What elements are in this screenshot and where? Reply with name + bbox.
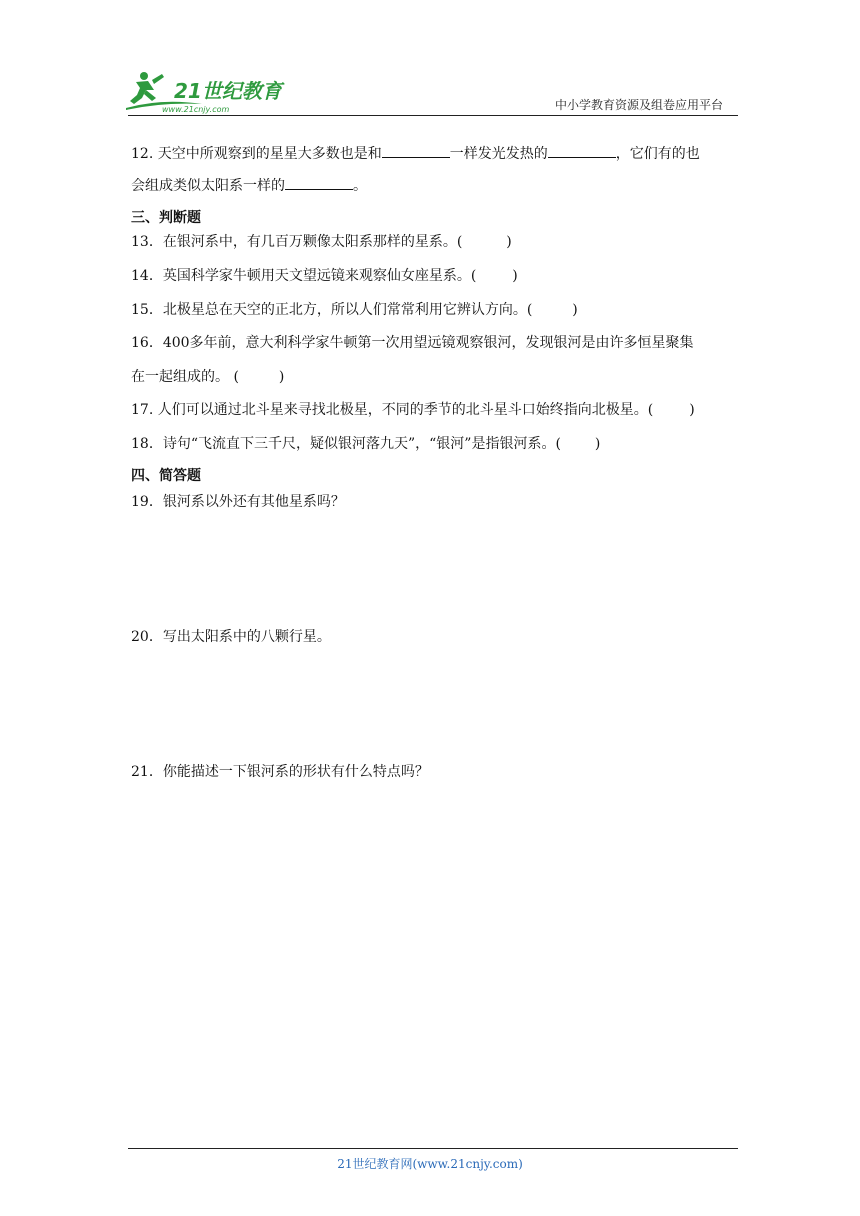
q12-text-1: 12. 天空中所观察到的星星大多数也是和: [131, 146, 382, 162]
question-19: 19．银河系以外还有其他星系吗？: [131, 494, 345, 510]
q18-text: 18．诗句“飞流直下三千尺，疑似银河落九天”，“银河”是指银河系。(: [131, 436, 561, 452]
q12-text-2: 一样发光发热的: [449, 146, 548, 162]
q17-close: ): [689, 402, 695, 418]
q13-text: 13．在银河系中，有几百万颗像太阳系那样的星系。(: [131, 234, 463, 250]
q16-text-1: 16．400多年前，意大利科学家牛顿第一次用望远镜观察银河，发现银河是由许多恒星聚集: [131, 335, 694, 351]
q12-blank-2[interactable]: [548, 143, 616, 158]
footer-text: 21世纪教育网(www.21cnjy.com): [337, 1157, 523, 1171]
q18-close: ): [594, 436, 601, 452]
q12-blank-1[interactable]: [382, 143, 450, 158]
q12-text-5: 。: [353, 178, 367, 194]
q13-close: ): [506, 234, 512, 250]
site-logo: [122, 68, 292, 116]
q15-text: 15．北极星总在天空的正北方，所以人们常常利用它辨认方向。(: [131, 302, 533, 318]
q12-blank-3[interactable]: [285, 175, 353, 190]
q16-text-2: 在一起组成的。 (: [131, 369, 239, 385]
footer-divider: [128, 1148, 738, 1149]
runner-logo-icon: [122, 68, 292, 116]
question-20: 20．写出太阳系中的八颗行星。: [131, 629, 331, 645]
logo-text: 21世纪教育: [174, 79, 282, 103]
q17-text: 17. 人们可以通过北斗星来寻找北极星，不同的季节的北斗星斗口始终指向北极星。(: [131, 402, 654, 418]
platform-name: 中小学教育资源及组卷应用平台: [554, 98, 723, 112]
q16-close: ): [278, 369, 285, 385]
header-divider: [128, 115, 738, 116]
question-21: 21．你能描述一下银河系的形状有什么特点吗？: [131, 764, 429, 780]
question-16-line-2: [131, 367, 284, 387]
q15-close: ): [572, 302, 578, 318]
question-16-line-1: [131, 333, 694, 353]
question-17: [131, 400, 695, 420]
question-12-line-1: [131, 143, 700, 164]
question-18: [131, 434, 600, 454]
q14-text: 14．英国科学家牛顿用天文望远镜来观察仙女座星系。(: [131, 268, 477, 284]
question-15: [131, 300, 578, 320]
question-12-line-2: [131, 175, 367, 196]
question-14: [131, 266, 518, 286]
q14-close: ): [512, 268, 518, 284]
q12-text-3: ，它们有的也: [615, 146, 700, 162]
section-judge-title: 三、判断题: [131, 210, 201, 226]
section-short-title: 四、简答题: [131, 468, 201, 484]
q12-text-4: 会组成类似太阳系一样的: [131, 178, 285, 194]
logo-url: www.21cnjy.com: [162, 105, 230, 114]
question-13: [131, 232, 512, 252]
